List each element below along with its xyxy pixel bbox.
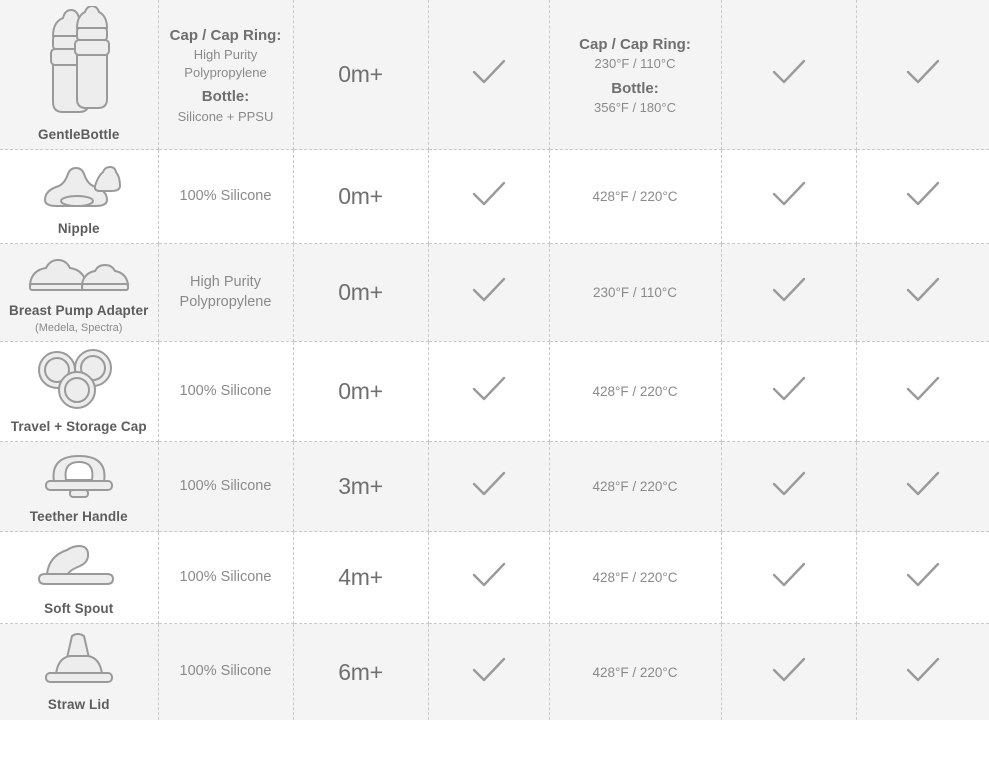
- dishwasher-cell: [428, 442, 549, 532]
- product-cell: [0, 624, 158, 720]
- boiling-cell: [856, 442, 989, 532]
- table-row: [0, 341, 989, 441]
- temperature-value: 428°F / 220°C: [592, 189, 678, 205]
- age-cell: [293, 150, 428, 244]
- check-icon: [472, 471, 506, 497]
- check-icon: [906, 562, 940, 588]
- temperature-label: Cap / Cap Ring:: [579, 35, 691, 53]
- gentlebottle-icon: [8, 6, 150, 123]
- dishwasher-cell: [428, 532, 549, 624]
- material-value: High Purity Polypropylene: [184, 47, 267, 80]
- temperature-cell: [549, 244, 721, 341]
- product-cell: [0, 244, 158, 341]
- sterilizer-cell: [721, 341, 856, 441]
- dishwasher-cell: [428, 0, 549, 150]
- temperature-cell: [549, 0, 721, 150]
- check-icon: [906, 181, 940, 207]
- table-row: [0, 442, 989, 532]
- age-cell: [293, 442, 428, 532]
- temperature-value: 356°F / 180°C: [594, 99, 676, 115]
- material-group: [167, 26, 285, 81]
- age-cell: [293, 0, 428, 150]
- product-cell: [0, 532, 158, 624]
- sterilizer-cell: [721, 442, 856, 532]
- check-icon: [472, 277, 506, 303]
- product-subtitle: (Medela, Spectra): [35, 321, 123, 334]
- product-name: GentleBottle: [38, 127, 120, 142]
- product-cell: [0, 341, 158, 441]
- material-value: 100% Silicone: [179, 569, 272, 586]
- product-name: Straw Lid: [47, 697, 110, 713]
- temperature-group: [558, 79, 713, 117]
- sterilizer-cell: [721, 624, 856, 720]
- temperature-group: [558, 35, 713, 73]
- product-name: Teether Handle: [29, 509, 128, 525]
- dishwasher-cell: [428, 150, 549, 244]
- age-value: 3m+: [338, 473, 383, 500]
- check-icon: [472, 376, 506, 402]
- check-icon: [772, 562, 806, 588]
- table-row: [0, 624, 989, 720]
- material-label: Cap / Cap Ring:: [169, 27, 282, 45]
- dishwasher-cell: [428, 244, 549, 341]
- check-icon: [906, 277, 940, 303]
- table-row: [0, 0, 989, 150]
- nipple-icon: [8, 156, 150, 217]
- breast-pump-adapter-icon: [8, 250, 150, 299]
- check-icon: [772, 376, 806, 402]
- check-icon: [906, 59, 940, 85]
- temperature-cell: [549, 442, 721, 532]
- straw-lid-icon: [8, 630, 150, 693]
- age-value: 0m+: [338, 183, 383, 210]
- boiling-cell: [856, 624, 989, 720]
- table-row: [0, 150, 989, 244]
- product-name: Travel + Storage Cap: [10, 418, 147, 434]
- temperature-value: 428°F / 220°C: [592, 570, 678, 586]
- temperature-cell: [549, 150, 721, 244]
- check-icon: [906, 657, 940, 683]
- product-cell: [0, 442, 158, 532]
- sterilizer-cell: [721, 532, 856, 624]
- boiling-cell: [856, 532, 989, 624]
- material-value: 100% Silicone: [179, 188, 272, 204]
- sterilizer-cell: [721, 150, 856, 244]
- material-value: 100% Silicone: [179, 382, 272, 399]
- travel-storage-cap-icon: [8, 348, 150, 415]
- age-value: 0m+: [338, 279, 383, 306]
- temperature-cell: [549, 532, 721, 624]
- boiling-cell: [856, 150, 989, 244]
- teether-handle-icon: [8, 448, 150, 505]
- material-cell: [158, 341, 293, 441]
- temperature-value: 428°F / 220°C: [592, 479, 678, 495]
- age-value: 0m+: [338, 377, 383, 404]
- product-cell: [0, 150, 158, 244]
- product-name: Soft Spout: [44, 601, 114, 617]
- temperature-cell: [549, 341, 721, 441]
- soft-spout-icon: [8, 538, 150, 597]
- temperature-value: 230°F / 110°C: [594, 56, 676, 72]
- check-icon: [772, 59, 806, 85]
- material-value: 100% Silicone: [179, 477, 272, 494]
- age-cell: [293, 624, 428, 720]
- check-icon: [472, 657, 506, 683]
- material-label: Bottle:: [201, 88, 250, 106]
- material-value: 100% Silicone: [179, 663, 272, 680]
- dishwasher-cell: [428, 624, 549, 720]
- sterilizer-cell: [721, 244, 856, 341]
- material-cell: [158, 532, 293, 624]
- boiling-cell: [856, 341, 989, 441]
- check-icon: [906, 376, 940, 402]
- check-icon: [906, 471, 940, 497]
- material-cell: [158, 0, 293, 150]
- check-icon: [472, 59, 506, 85]
- boiling-cell: [856, 244, 989, 341]
- check-icon: [472, 181, 506, 207]
- temperature-value: 230°F / 110°C: [592, 285, 678, 301]
- product-name: Breast Pump Adapter: [9, 303, 149, 319]
- temperature-value: 428°F / 220°C: [592, 383, 678, 399]
- product-cell: [0, 0, 158, 150]
- material-group: [167, 87, 285, 125]
- age-value: 0m+: [338, 61, 383, 88]
- age-cell: [293, 244, 428, 341]
- age-cell: [293, 532, 428, 624]
- temperature-value: 428°F / 220°C: [592, 664, 678, 680]
- check-icon: [472, 562, 506, 588]
- check-icon: [772, 471, 806, 497]
- sterilizer-cell: [721, 0, 856, 150]
- material-value: Silicone + PPSU: [177, 108, 274, 124]
- material-cell: [158, 150, 293, 244]
- material-cell: [158, 442, 293, 532]
- age-value: 4m+: [338, 564, 383, 591]
- material-cell: [158, 244, 293, 341]
- material-value: High Purity Polypropylene: [179, 274, 272, 310]
- boiling-cell: [856, 0, 989, 150]
- temperature-cell: [549, 624, 721, 720]
- age-cell: [293, 341, 428, 441]
- check-icon: [772, 181, 806, 207]
- product-name: Nipple: [57, 221, 100, 237]
- dishwasher-cell: [428, 341, 549, 441]
- check-icon: [772, 277, 806, 303]
- table-row: [0, 532, 989, 624]
- temperature-label: Bottle:: [611, 79, 659, 97]
- check-icon: [772, 657, 806, 683]
- table-row: [0, 244, 989, 341]
- age-value: 6m+: [338, 658, 383, 685]
- material-cell: [158, 624, 293, 720]
